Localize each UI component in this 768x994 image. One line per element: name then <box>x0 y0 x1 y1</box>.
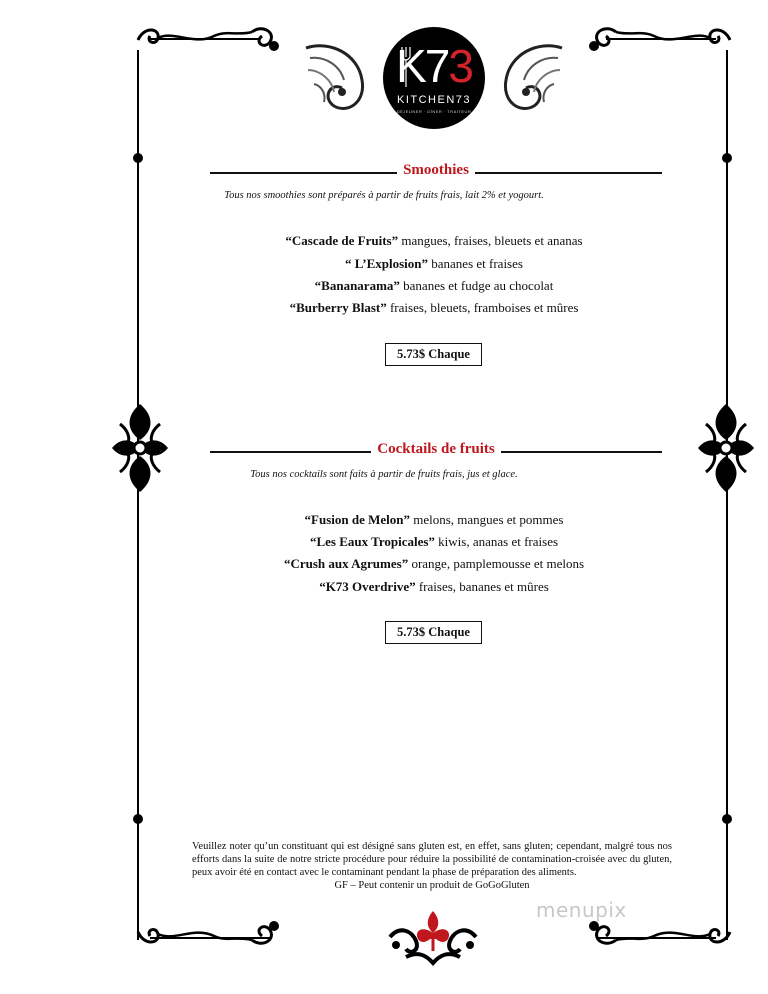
frame-dot-icon <box>132 152 144 164</box>
corner-flourish-icon <box>134 22 284 62</box>
watermark: menupix <box>536 898 627 922</box>
fleur-de-lis-icon <box>694 400 758 496</box>
section-note: Tous nos smoothies sont préparés à partir de fruits frais, lait 2% et yogourt. <box>224 190 544 201</box>
section-title: Cocktails de fruits <box>210 441 662 458</box>
menu-item: “Bananarama” bananes et fudge au chocolat <box>314 278 554 293</box>
kitchen73-logo <box>383 27 485 129</box>
price-box: 5.73$ Chaque <box>385 621 482 644</box>
corner-flourish-icon <box>584 22 734 62</box>
menu-item: “Cascade de Fruits” mangues, fraises, bleuets et ananas <box>285 233 583 248</box>
frame-dot-icon <box>721 152 733 164</box>
section-title: Smoothies <box>210 162 662 179</box>
section-rule <box>501 451 662 453</box>
menu-item: “ L’Explosion” bananes et fraises <box>345 256 523 271</box>
gluten-disclaimer <box>192 840 672 892</box>
menu-item: “Fusion de Melon” melons, mangues et pommes <box>304 512 564 527</box>
menu-item: “Les Eaux Tropicales” kiwis, ananas et fraises <box>309 534 559 549</box>
acanthus-scroll-icon <box>496 40 568 118</box>
disclaimer-text: Veuillez noter qu’un constituant qui est désigné sans gluten est, en effet, sans gluten; cependant, malgré tous nos efforts dans la suite de notre stricte procédure pour réduire la possibilité de contamination-croisée avec du gluten, peux avoir été en contact avec le contaminant pendant la phase de préparation des aliments. <box>192 841 672 878</box>
section-note: Tous nos cocktails sont faits à partir de fruits frais, jus et glace. <box>250 469 518 480</box>
logo-brand-name: KITCHEN73 <box>396 94 472 106</box>
acanthus-scroll-icon <box>300 40 372 118</box>
logo-mark: K73 <box>396 40 472 92</box>
logo-tagline: DÉJEUNER · DÎNER · TRAITEUR <box>396 109 472 114</box>
frame-dot-icon <box>132 813 144 825</box>
menu-item: “Burberry Blast” fraises, bleuets, framboises et mûres <box>289 300 579 315</box>
fleur-de-lis-icon <box>108 400 172 496</box>
disclaimer-gf-note: GF – Peut contenir un produit de GoGoGluten <box>334 880 530 891</box>
corner-flourish-icon <box>134 910 284 950</box>
section-header-cocktails <box>210 441 662 463</box>
fleur-de-lis-icon <box>386 905 480 967</box>
price-box: 5.73$ Chaque <box>385 343 482 366</box>
menu-item: “K73 Overdrive” fraises, bananes et mûres <box>319 579 549 594</box>
section-rule <box>475 172 662 174</box>
menu-item: “Crush aux Agrumes” orange, pamplemousse et melons <box>283 556 585 571</box>
section-header-smoothies <box>210 162 662 184</box>
frame-dot-icon <box>721 813 733 825</box>
